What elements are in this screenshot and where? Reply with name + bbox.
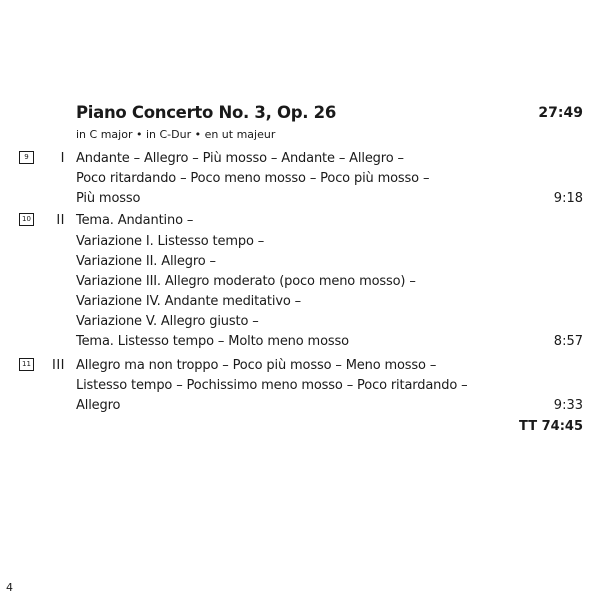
track-number-box: 11 [19,358,34,371]
total-time: TT 74:45 [519,419,583,434]
movement-tempo-line: Variazione III. Allegro moderato (poco meno mosso) – [76,274,416,289]
movement-tempo-line: Allegro [76,398,121,413]
movement-tempo-line: Più mosso [76,191,141,206]
movement-tempo-line: Listesso tempo – Pochissimo meno mosso – Poco ritardando – [76,378,468,393]
movement-duration: 9:33 [553,398,583,413]
movement-numeral: III [51,358,65,373]
movement-tempo-line: Poco ritardando – Poco meno mosso – Poco più mosso – [76,171,430,186]
work-title: Piano Concerto No. 3, Op. 26 [76,103,337,122]
movement-tempo-line: Variazione IV. Andante meditativo – [76,294,301,309]
work-duration: 27:49 [538,105,583,121]
page-number: 4 [6,581,13,594]
movement-tempo-line: Tema. Listesso tempo – Molto meno mosso [76,334,349,349]
movement-tempo-line: Variazione V. Allegro giusto – [76,314,259,329]
track-number-box: 10 [19,213,34,226]
movement-duration: 9:18 [553,191,583,206]
work-key: in C major • in C-Dur • en ut majeur [76,128,276,141]
movement-numeral: II [56,213,65,228]
movement-tempo-line: Variazione II. Allegro – [76,254,216,269]
movement-numeral: I [60,151,65,166]
track-number-box: 9 [19,151,34,164]
movement-tempo-line: Allegro ma non troppo – Poco più mosso – Meno mosso – [76,358,437,373]
movement-duration: 8:57 [553,334,583,349]
movement-tempo-line: Variazione I. Listesso tempo – [76,234,265,249]
movement-tempo-line: Tema. Andantino – [76,213,194,228]
movement-tempo-line: Andante – Allegro – Più mosso – Andante – Allegro – [76,151,404,166]
